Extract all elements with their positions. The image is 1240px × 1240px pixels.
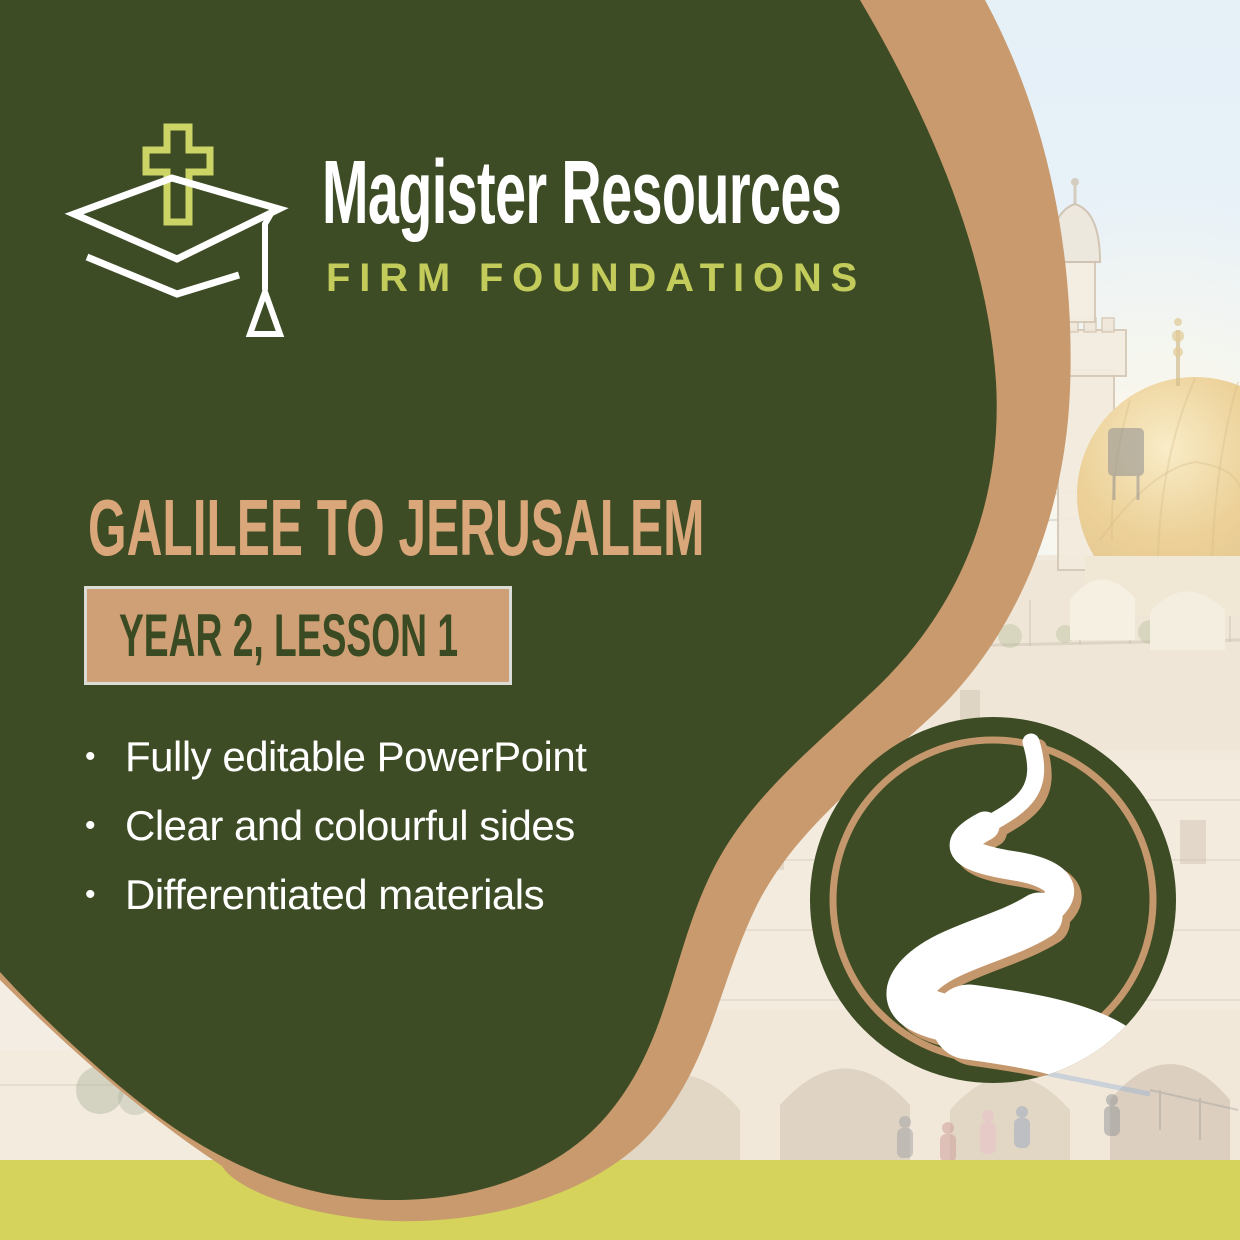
mortarboard-band bbox=[87, 257, 239, 294]
bullet-icon: • bbox=[85, 809, 96, 842]
feature-list bbox=[85, 722, 586, 929]
list-item bbox=[85, 722, 586, 791]
brand-name: Magister Resources bbox=[322, 143, 842, 243]
tassel-end bbox=[250, 292, 280, 334]
page-title: GALILEE TO JERUSALEM bbox=[88, 483, 705, 572]
feature-text: Differentiated materials bbox=[125, 871, 545, 918]
bullet-icon: • bbox=[85, 878, 96, 911]
graduation-cap-with-cross-icon bbox=[62, 112, 294, 344]
feature-text: Clear and colourful sides bbox=[125, 802, 575, 849]
lesson-badge bbox=[84, 586, 512, 685]
list-item bbox=[85, 860, 586, 929]
tassel-cord bbox=[265, 212, 272, 290]
feature-text: Fully editable PowerPoint bbox=[125, 733, 587, 780]
bullet-icon: • bbox=[85, 740, 96, 773]
list-item bbox=[85, 791, 586, 860]
lesson-badge-label: YEAR 2, LESSON 1 bbox=[119, 601, 459, 669]
cross-icon bbox=[146, 127, 210, 222]
bottom-accent-bar bbox=[0, 1160, 1240, 1240]
brand-tagline: FIRM FOUNDATIONS bbox=[326, 256, 867, 300]
